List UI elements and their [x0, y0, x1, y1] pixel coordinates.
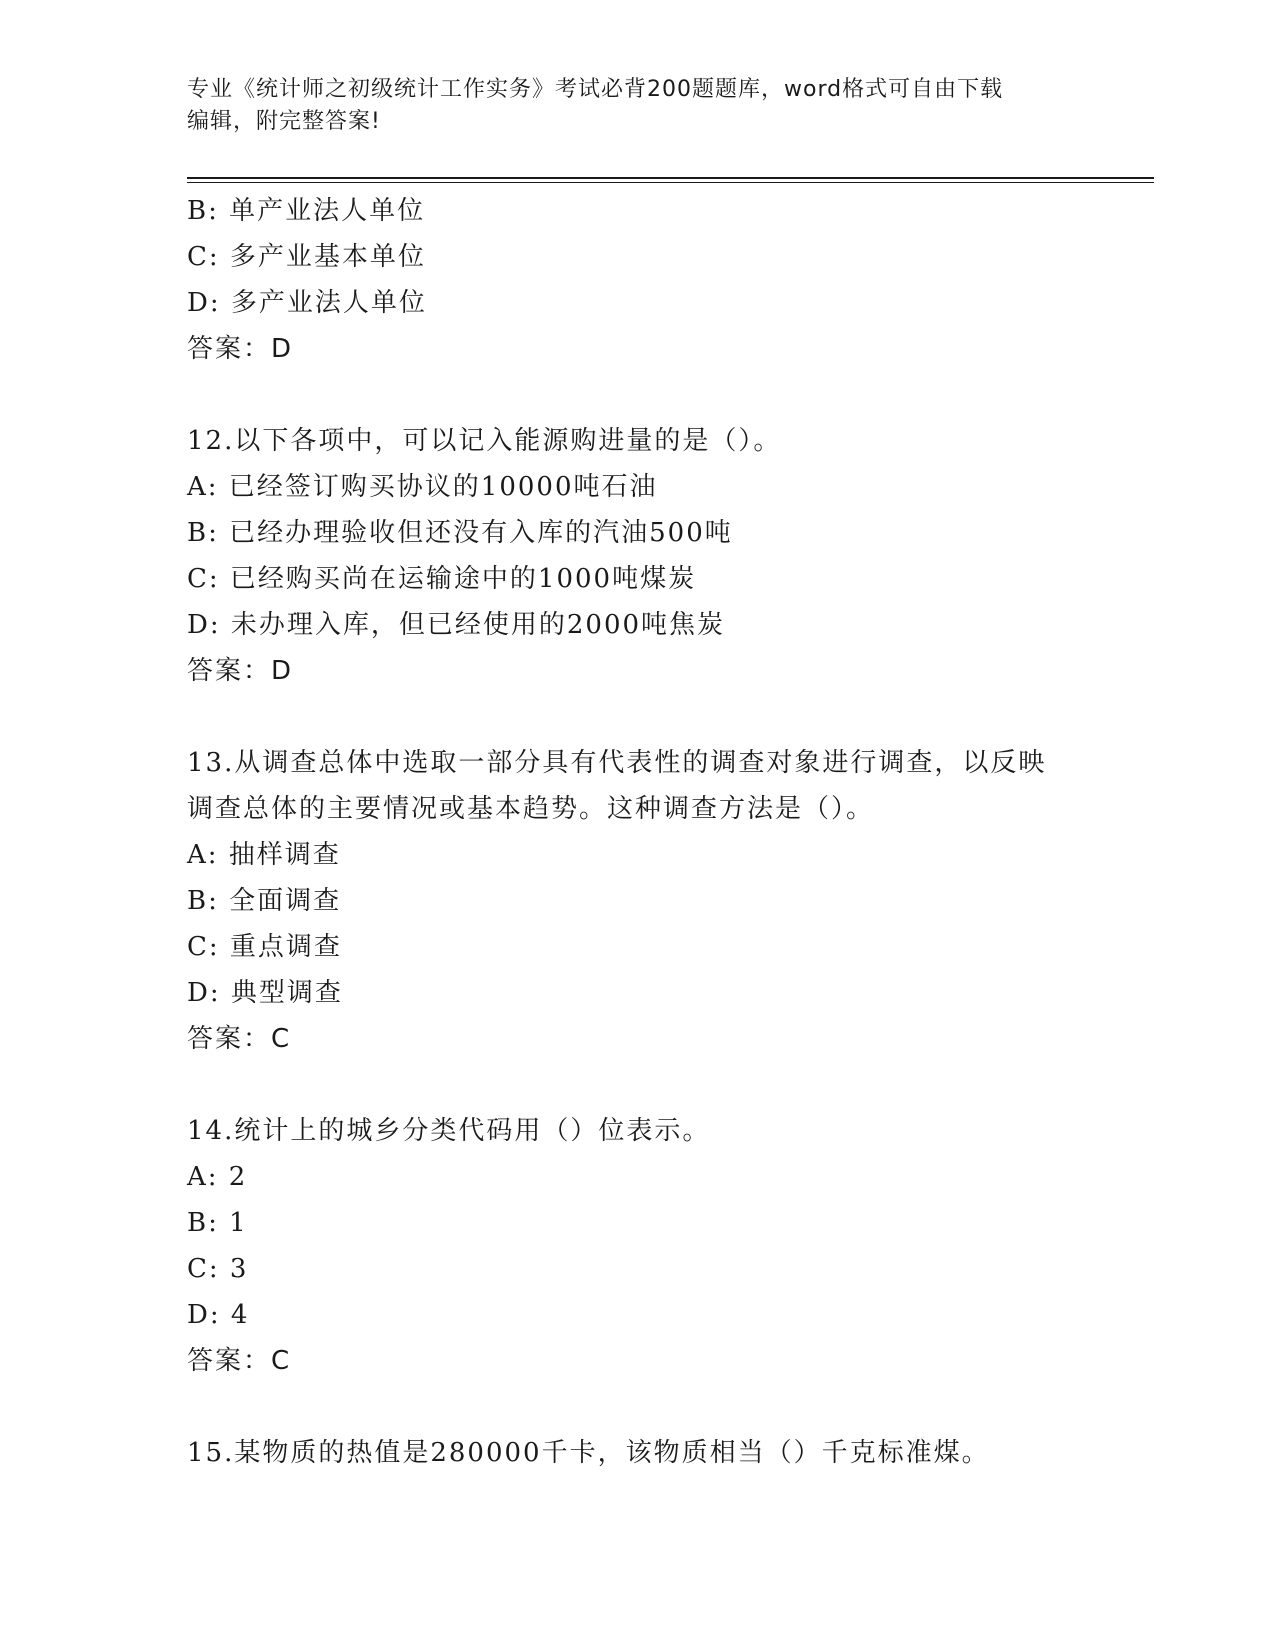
header-divider-thick	[187, 177, 1154, 179]
option-d: D: 多产业法人单位	[187, 288, 427, 318]
question-11	[187, 188, 1087, 372]
header-line-2: 编辑，附完整答案!	[187, 109, 381, 134]
option-c: C: 3	[187, 1254, 249, 1284]
question-list	[187, 188, 1087, 1476]
question-15	[187, 1430, 1087, 1476]
question-stem-line-2: 调查总体的主要情况或基本趋势。这种调查方法是（）。	[187, 794, 875, 824]
option-a: A: 已经签订购买协议的10000吨石油	[187, 472, 658, 502]
option-b: B: 全面调查	[187, 886, 342, 916]
header-line-1: 专业《统计师之初级统计工作实务》考试必背200题题库，word格式可自由下载	[187, 77, 1004, 102]
spacer	[187, 1384, 1087, 1430]
option-c: C: 已经购买尚在运输途中的1000吨煤炭	[187, 564, 697, 594]
spacer	[187, 372, 1087, 418]
option-b: B: 已经办理验收但还没有入库的汽油500吨	[187, 518, 733, 548]
answer: 答案：C	[187, 1024, 292, 1054]
question-stem: 14.统计上的城乡分类代码用（）位表示。	[187, 1116, 711, 1146]
question-stem: 12.以下各项中，可以记入能源购进量的是（）。	[187, 426, 782, 456]
question-stem-line-1: 13.从调查总体中选取一部分具有代表性的调查对象进行调查，以反映	[187, 748, 1047, 778]
option-c: C: 重点调查	[187, 932, 342, 962]
document-header	[187, 74, 1087, 138]
answer: 答案：D	[187, 656, 294, 686]
question-14	[187, 1108, 1087, 1384]
option-d: D: 未办理入库，但已经使用的2000吨焦炭	[187, 610, 726, 640]
option-a: A: 抽样调查	[187, 840, 341, 870]
question-stem: 15.某物质的热值是280000千卡，该物质相当（）千克标准煤。	[187, 1438, 990, 1468]
header-divider-thin	[187, 182, 1154, 183]
option-c: C: 多产业基本单位	[187, 242, 426, 272]
option-d: D: 典型调查	[187, 978, 343, 1008]
question-13	[187, 740, 1087, 1062]
spacer	[187, 1062, 1087, 1108]
option-a: A: 2	[187, 1162, 248, 1192]
option-b: B: 1	[187, 1208, 248, 1238]
answer: 答案：C	[187, 1346, 292, 1376]
question-12	[187, 418, 1087, 694]
option-d: D: 4	[187, 1300, 250, 1330]
option-b: B: 单产业法人单位	[187, 196, 426, 226]
spacer	[187, 694, 1087, 740]
answer: 答案：D	[187, 334, 294, 364]
